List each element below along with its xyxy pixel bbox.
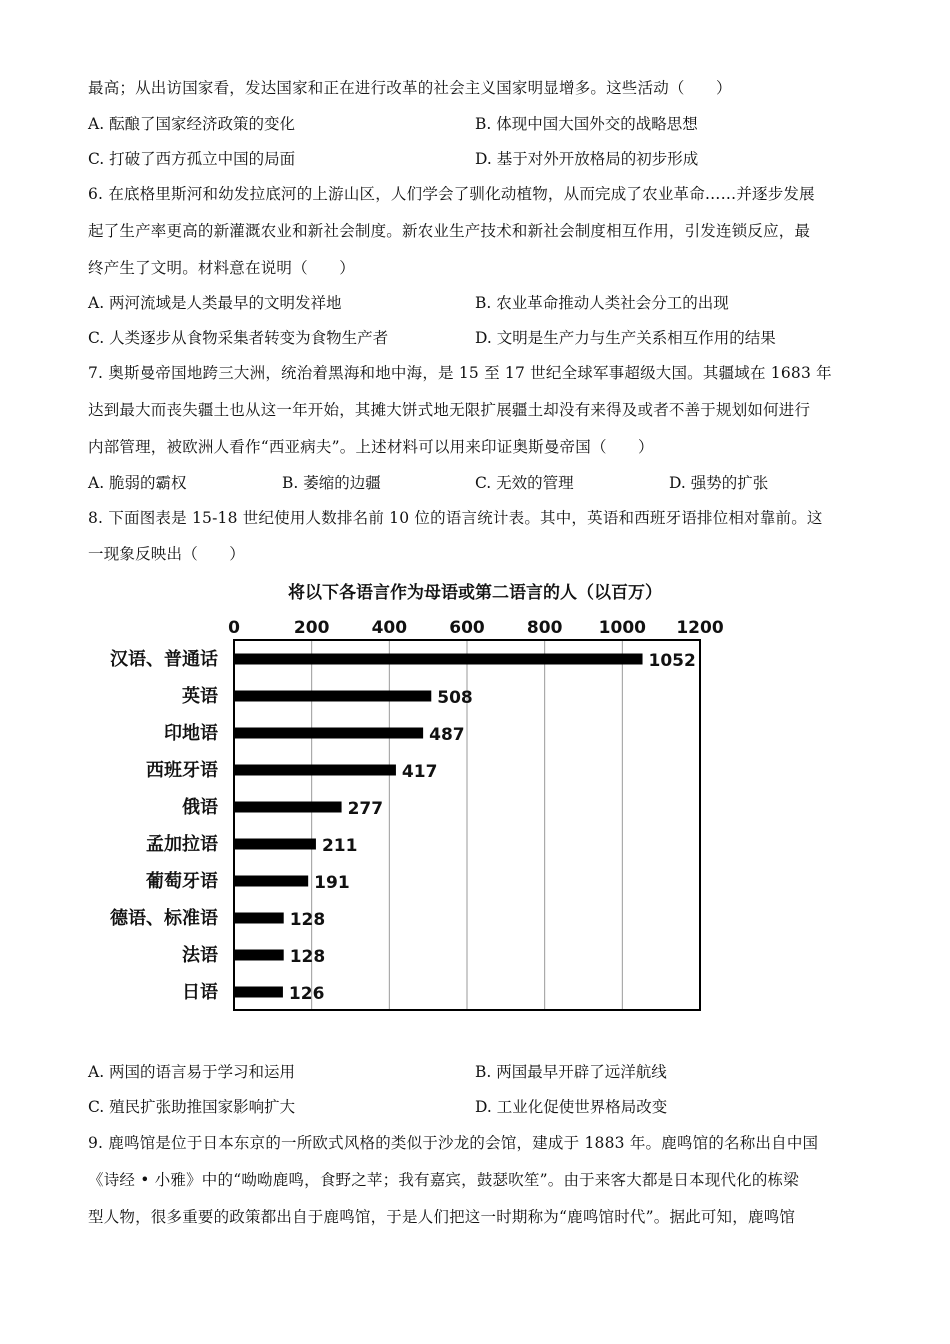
q8-line-1: 8. 下面图表是 15-18 世纪使用人数排名前 10 位的语言统计表。其中，英语和西班牙语排位相对靠前。这 <box>88 509 823 527</box>
q7-option-d: D. 强势的扩张 <box>669 474 769 492</box>
x-tick-label: 800 <box>526 618 563 638</box>
value-label: 191 <box>314 873 350 893</box>
q9-line-1: 9. 鹿鸣馆是位于日本东京的一所欧式风格的类似于沙龙的会馆，建成于 1883 年。鹿鸣馆的名称出自中国 <box>88 1134 819 1152</box>
value-label: 211 <box>321 836 358 856</box>
q5-option-d: D. 基于对外开放格局的初步形成 <box>475 150 699 168</box>
value-label: 487 <box>429 725 465 745</box>
q8-option-c: C. 殖民扩张助推国家影响扩大 <box>88 1098 296 1116</box>
category-label: 日语 <box>182 982 218 1003</box>
bar <box>235 987 283 998</box>
x-tick-label: 1000 <box>598 618 646 638</box>
q6-option-a: A. 两河流域是人类最早的文明发祥地 <box>88 294 342 312</box>
category-label: 法语 <box>182 945 218 966</box>
q9-line-3: 型人物，很多重要的政策都出自于鹿鸣馆，于是人们把这一时期称为“鹿鸣馆时代”。据此可知，鹿鸣馆 <box>88 1208 796 1226</box>
q6-line-3: 终产生了文明。材料意在说明（ ） <box>88 259 355 277</box>
value-label: 128 <box>289 947 326 967</box>
q6-option-b: B. 农业革命推动人类社会分工的出现 <box>475 294 729 312</box>
value-label: 128 <box>289 910 326 930</box>
q6-option-d: D. 文明是生产力与生产关系相互作用的结果 <box>475 329 776 347</box>
q6-option-c: C. 人类逐步从食物采集者转变为食物生产者 <box>88 329 389 347</box>
q5-stem-end: 最高；从出访国家看，发达国家和正在进行改革的社会主义国家明显增多。这些活动（ ） <box>88 79 732 97</box>
category-label: 葡萄牙语 <box>146 871 218 892</box>
value-label: 126 <box>288 984 325 1004</box>
chart-title: 将以下各语言作为母语或第二语言的人（以百万） <box>288 583 662 603</box>
q7-option-c: C. 无效的管理 <box>475 474 574 492</box>
x-tick-label: 0 <box>228 618 240 638</box>
q5-option-b: B. 体现中国大国外交的战略思想 <box>475 115 698 133</box>
q7-option-a: A. 脆弱的霸权 <box>88 474 187 492</box>
x-tick-label: 1200 <box>676 618 724 638</box>
x-tick-label: 600 <box>449 618 485 638</box>
q5-option-a: A. 酝酿了国家经济政策的变化 <box>88 115 296 133</box>
x-tick-label: 200 <box>293 618 330 638</box>
category-label: 印地语 <box>164 723 218 744</box>
category-label: 德语、标准语 <box>110 908 218 929</box>
bar <box>235 765 396 776</box>
bar <box>235 802 342 813</box>
value-label: 1052 <box>648 651 696 671</box>
bar <box>235 876 308 887</box>
bar <box>235 950 284 961</box>
q6-line-2: 起了生产率更高的新灌溉农业和新社会制度。新农业生产技术和新社会制度相互作用，引发连锁反应，最 <box>88 222 811 240</box>
value-label: 277 <box>347 799 384 819</box>
x-tick-label: 400 <box>371 618 408 638</box>
q8-option-b: B. 两国最早开辟了远洋航线 <box>475 1063 667 1081</box>
q7-line-2: 达到最大而丧失疆土也从这一年开始，其摊大饼式地无限扩展疆土却没有来得及或者不善于规划如何进行 <box>88 401 811 419</box>
q8-line-2: 一现象反映出（ ） <box>88 545 246 563</box>
q7-line-1: 7. 奥斯曼帝国地跨三大洲，统治着黑海和地中海，是 15 至 17 世纪全球军事超级大国。其疆域在 1683 年 <box>88 364 832 382</box>
category-label: 孟加拉语 <box>146 834 218 855</box>
bar <box>235 728 423 739</box>
category-label: 英语 <box>182 686 218 707</box>
value-label: 508 <box>437 688 473 708</box>
q5-option-c: C. 打破了西方孤立中国的局面 <box>88 150 296 168</box>
q8-option-a: A. 两国的语言易于学习和运用 <box>88 1063 296 1081</box>
q9-line-2: 《诗经 • 小雅》中的“呦呦鹿鸣，食野之苹；我有嘉宾，鼓瑟吹笙”。由于来客大都是日本现代化的栋梁 <box>88 1171 799 1189</box>
q7-option-b: B. 萎缩的边疆 <box>282 474 381 492</box>
bar <box>235 654 643 665</box>
q6-line-1: 6. 在底格里斯河和幼发拉底河的上游山区，人们学会了驯化动植物，从而完成了农业革命……并逐步发展 <box>88 185 815 203</box>
q8-option-d: D. 工业化促使世界格局改变 <box>475 1098 668 1116</box>
bar <box>235 913 284 924</box>
category-label: 汉语、普通话 <box>110 649 218 670</box>
value-label: 417 <box>401 762 438 782</box>
bar <box>235 691 431 702</box>
q7-line-3: 内部管理，被欧洲人看作“西亚病夫”。上述材料可以用来印证奥斯曼帝国（ ） <box>88 438 654 456</box>
category-label: 西班牙语 <box>146 760 218 781</box>
category-label: 俄语 <box>182 797 218 818</box>
bar <box>235 839 316 850</box>
